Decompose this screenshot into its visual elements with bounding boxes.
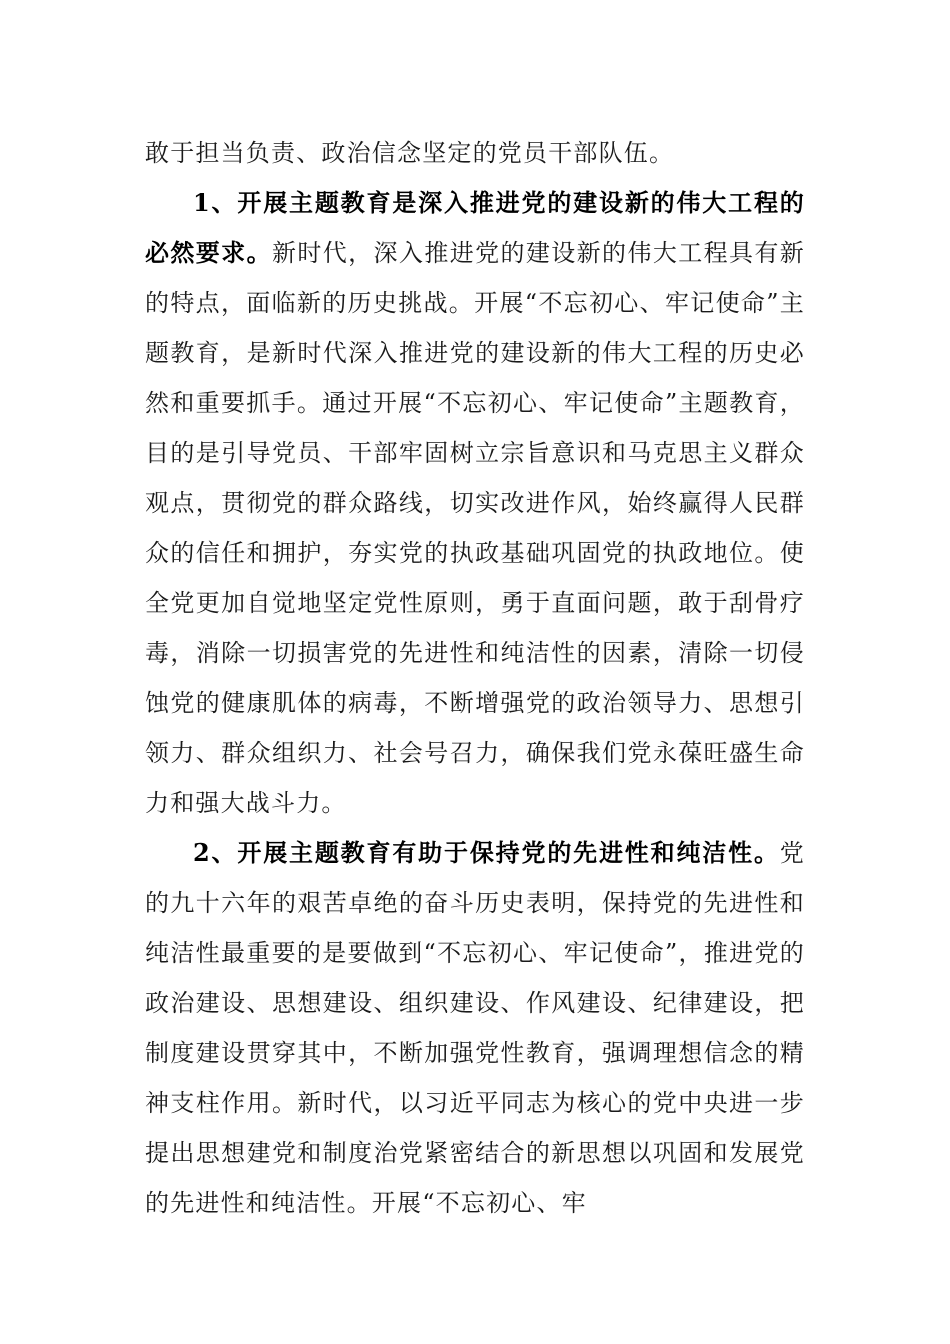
section-heading-1: 1、开展主题教育是深入推进党的建设新的伟大工程的必然要求。: [145, 188, 805, 267]
paragraph-text: 敢于担当负责、政治信念坚定的党员干部队伍。: [145, 139, 675, 167]
section-body-2: 党的九十六年的艰苦卓绝的奋斗历史表明，保持党的先进性和纯洁性最重要的是要做到“不忘初心、牢记使命”，推进党的政治建设、思想建设、组织建设、作风建设、纪律建设，把制度建设贯穿其中，不断加强党性教育，强调理想信念的精神支柱作用。新时代，以习近平同志为核心的党中央进一步提出思想建党和制度治党紧密结合的新思想以巩固和发展党的先进性和纯洁性。开展“不忘初心、牢: [145, 839, 805, 1217]
section-heading-2: 2、开展主题教育有助于保持党的先进性和纯洁性。: [193, 838, 780, 867]
document-page: [145, 128, 805, 1228]
paragraph-section-2: [145, 828, 805, 1228]
paragraph-section-1: [145, 178, 805, 828]
section-body-1: 新时代，深入推进党的建设新的伟大工程具有新的特点，面临新的历史挑战。开展“不忘初心、牢记使命”主题教育，是新时代深入推进党的建设新的伟大工程的历史必然和重要抓手。通过开展“不忘初心、牢记使命”主题教育，目的是引导党员、干部牢固树立宗旨意识和马克思主义群众观点，贯彻党的群众路线，切实改进作风，始终赢得人民群众的信任和拥护，夯实党的执政基础巩固党的执政地位。使全党更加自觉地坚定党性原则，勇于直面问题，敢于刮骨疗毒，消除一切损害党的先进性和纯洁性的因素，清除一切侵蚀党的健康肌体的病毒，不断增强党的政治领导力、思想引领力、群众组织力、社会号召力，确保我们党永葆旺盛生命力和强大战斗力。: [145, 239, 806, 817]
paragraph-continuation: [145, 128, 805, 178]
